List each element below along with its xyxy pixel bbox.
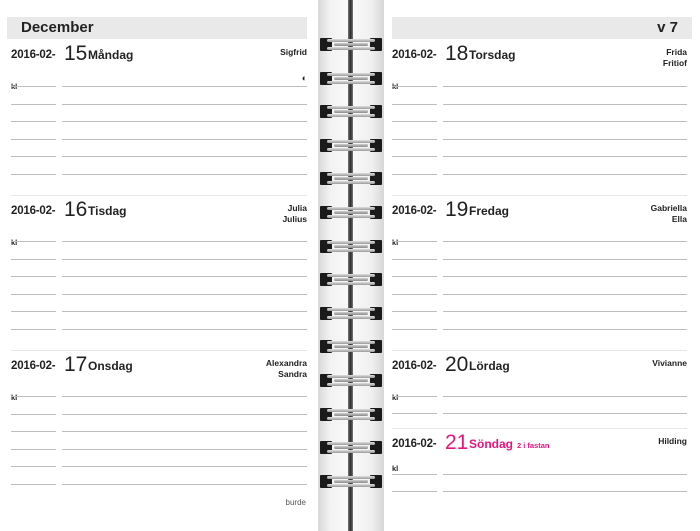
- day-number: 17: [64, 353, 88, 376]
- week-header: v 7: [392, 17, 692, 39]
- name-day: Sandra: [278, 369, 307, 379]
- ruled-line: [392, 259, 437, 260]
- ruled-line: [11, 449, 56, 450]
- time-label: kl: [392, 464, 399, 473]
- ruled-line: [62, 156, 307, 157]
- ruled-line: [392, 276, 437, 277]
- ruled-line: [62, 414, 307, 415]
- ruled-line: [392, 86, 437, 87]
- spiral-binding: [318, 0, 384, 531]
- date-prefix: 2016-02-: [11, 49, 56, 61]
- left-page: [0, 0, 318, 531]
- ruled-line: [62, 139, 307, 140]
- ruled-line: [11, 311, 56, 312]
- time-label: kl: [11, 238, 18, 247]
- moon-phase-icon: ◐: [301, 73, 307, 83]
- ruled-line: [392, 329, 437, 330]
- binding-ring: [320, 70, 382, 87]
- ruled-line: [392, 474, 437, 475]
- day-name: Onsdag: [88, 359, 133, 373]
- day-number: 20: [445, 353, 469, 376]
- ruled-line: [443, 104, 687, 105]
- ruled-line: [11, 156, 56, 157]
- ruled-line: [443, 121, 687, 122]
- day-name: Lördag: [469, 359, 510, 373]
- ruled-line: [11, 139, 56, 140]
- ruled-line: [443, 276, 687, 277]
- name-day: Hilding: [658, 436, 687, 446]
- day-name: Måndag: [88, 48, 134, 62]
- name-day: Sigfrid: [280, 47, 307, 57]
- name-day-list: [266, 358, 307, 380]
- ruled-line: [443, 413, 687, 414]
- day-tuesday[interactable]: [11, 199, 307, 349]
- ruled-line: [62, 294, 307, 295]
- day-name: Tisdag: [88, 204, 127, 218]
- ruled-line: [62, 104, 307, 105]
- day-saturday[interactable]: [392, 354, 687, 426]
- name-day: Julius: [282, 214, 307, 224]
- day-number: 19: [445, 198, 469, 221]
- name-day: Gabriella: [650, 203, 687, 213]
- name-day: Alexandra: [265, 358, 307, 368]
- date-prefix: 2016-02-: [11, 205, 56, 217]
- ruled-line: [11, 121, 56, 122]
- day-wednesday[interactable]: [11, 354, 307, 504]
- ruled-line: [11, 104, 56, 105]
- date-prefix: 2016-02-: [392, 438, 437, 450]
- day-number: 21: [445, 431, 469, 454]
- ruled-line: [392, 156, 437, 157]
- binding-ring: [320, 103, 382, 120]
- ruled-line: [392, 121, 437, 122]
- ruled-line: [62, 484, 307, 485]
- day-name: Söndag: [469, 437, 513, 451]
- ruled-line: [443, 156, 687, 157]
- ruled-line: [62, 121, 307, 122]
- name-day-list: [658, 436, 687, 447]
- time-label: kl: [11, 393, 18, 402]
- ruled-line: [443, 396, 687, 397]
- section-separator: [11, 350, 307, 351]
- sunday-subtitle: 2 i fastan: [517, 441, 550, 450]
- ruled-line: [443, 259, 687, 260]
- day-name: Torsdag: [469, 48, 516, 62]
- ruled-line: [443, 241, 687, 242]
- time-label: kl: [392, 393, 399, 402]
- section-separator: [392, 350, 687, 351]
- name-day: Ella: [671, 214, 687, 224]
- section-separator: [11, 195, 307, 196]
- ruled-line: [11, 329, 56, 330]
- ruled-line: [62, 449, 307, 450]
- ruled-line: [62, 396, 307, 397]
- day-name-row: [469, 437, 550, 451]
- ruled-line: [443, 174, 687, 175]
- day-number: 16: [64, 198, 88, 221]
- ruled-line: [443, 139, 687, 140]
- time-label: kl: [11, 82, 18, 91]
- binding-ring: [320, 305, 382, 322]
- name-day: Vivianne: [652, 358, 687, 368]
- name-day-list: [663, 47, 687, 69]
- binding-ring: [320, 271, 382, 288]
- name-day: Frida: [666, 47, 687, 57]
- day-friday[interactable]: [392, 199, 687, 349]
- day-number: 18: [445, 42, 469, 65]
- day-thursday[interactable]: [392, 43, 687, 193]
- ruled-line: [443, 329, 687, 330]
- ruled-line: [443, 491, 687, 492]
- ruled-line: [11, 484, 56, 485]
- ruled-line: [392, 104, 437, 105]
- ruled-line: [11, 466, 56, 467]
- ruled-line: [392, 139, 437, 140]
- ruled-line: [392, 413, 437, 414]
- binding-ring: [320, 439, 382, 456]
- ruled-line: [443, 86, 687, 87]
- ruled-line: [392, 241, 437, 242]
- ruled-line: [392, 294, 437, 295]
- binding-ring: [320, 338, 382, 355]
- month-header: December: [7, 17, 307, 39]
- ruled-line: [392, 174, 437, 175]
- binding-ring: [320, 204, 382, 221]
- ruled-line: [11, 431, 56, 432]
- ruled-line: [11, 276, 56, 277]
- ruled-line: [62, 241, 307, 242]
- brand-logo: burde: [285, 498, 306, 507]
- ruled-line: [62, 276, 307, 277]
- section-separator: [392, 195, 687, 196]
- day-monday[interactable]: [11, 43, 307, 193]
- name-day: Julia: [287, 203, 307, 213]
- date-prefix: 2016-02-: [392, 360, 437, 372]
- ruled-line: [11, 174, 56, 175]
- ruled-line: [62, 311, 307, 312]
- name-day-list: [651, 203, 687, 225]
- name-day: Fritiof: [662, 58, 687, 68]
- ruled-line: [392, 396, 437, 397]
- binding-ring: [320, 473, 382, 490]
- ruled-line: [443, 311, 687, 312]
- day-sunday[interactable]: [392, 432, 687, 504]
- ruled-line: [62, 86, 307, 87]
- binding-ring: [320, 372, 382, 389]
- binding-ring: [320, 170, 382, 187]
- ruled-line: [443, 474, 687, 475]
- binding-ring: [320, 137, 382, 154]
- ruled-line: [11, 241, 56, 242]
- binding-ring: [320, 238, 382, 255]
- ruled-line: [11, 414, 56, 415]
- ruled-line: [11, 294, 56, 295]
- ruled-line: [392, 311, 437, 312]
- ruled-line: [11, 86, 56, 87]
- time-label: kl: [392, 238, 399, 247]
- section-separator: [392, 428, 687, 429]
- ruled-line: [62, 174, 307, 175]
- date-prefix: 2016-02-: [11, 360, 56, 372]
- ruled-line: [62, 329, 307, 330]
- date-prefix: 2016-02-: [392, 205, 437, 217]
- binding-ring: [320, 36, 382, 53]
- name-day-list: [280, 47, 307, 58]
- date-prefix: 2016-02-: [392, 49, 437, 61]
- ruled-line: [443, 294, 687, 295]
- name-day-list: [282, 203, 307, 225]
- ruled-line: [392, 491, 437, 492]
- ruled-line: [11, 259, 56, 260]
- ruled-line: [62, 466, 307, 467]
- ruled-line: [62, 259, 307, 260]
- right-page: [384, 0, 700, 531]
- ruled-line: [62, 431, 307, 432]
- ruled-line: [11, 396, 56, 397]
- day-name: Fredag: [469, 204, 510, 218]
- day-number: 15: [64, 42, 88, 65]
- binding-ring: [320, 406, 382, 423]
- time-label: kl: [392, 82, 399, 91]
- name-day-list: [652, 358, 687, 369]
